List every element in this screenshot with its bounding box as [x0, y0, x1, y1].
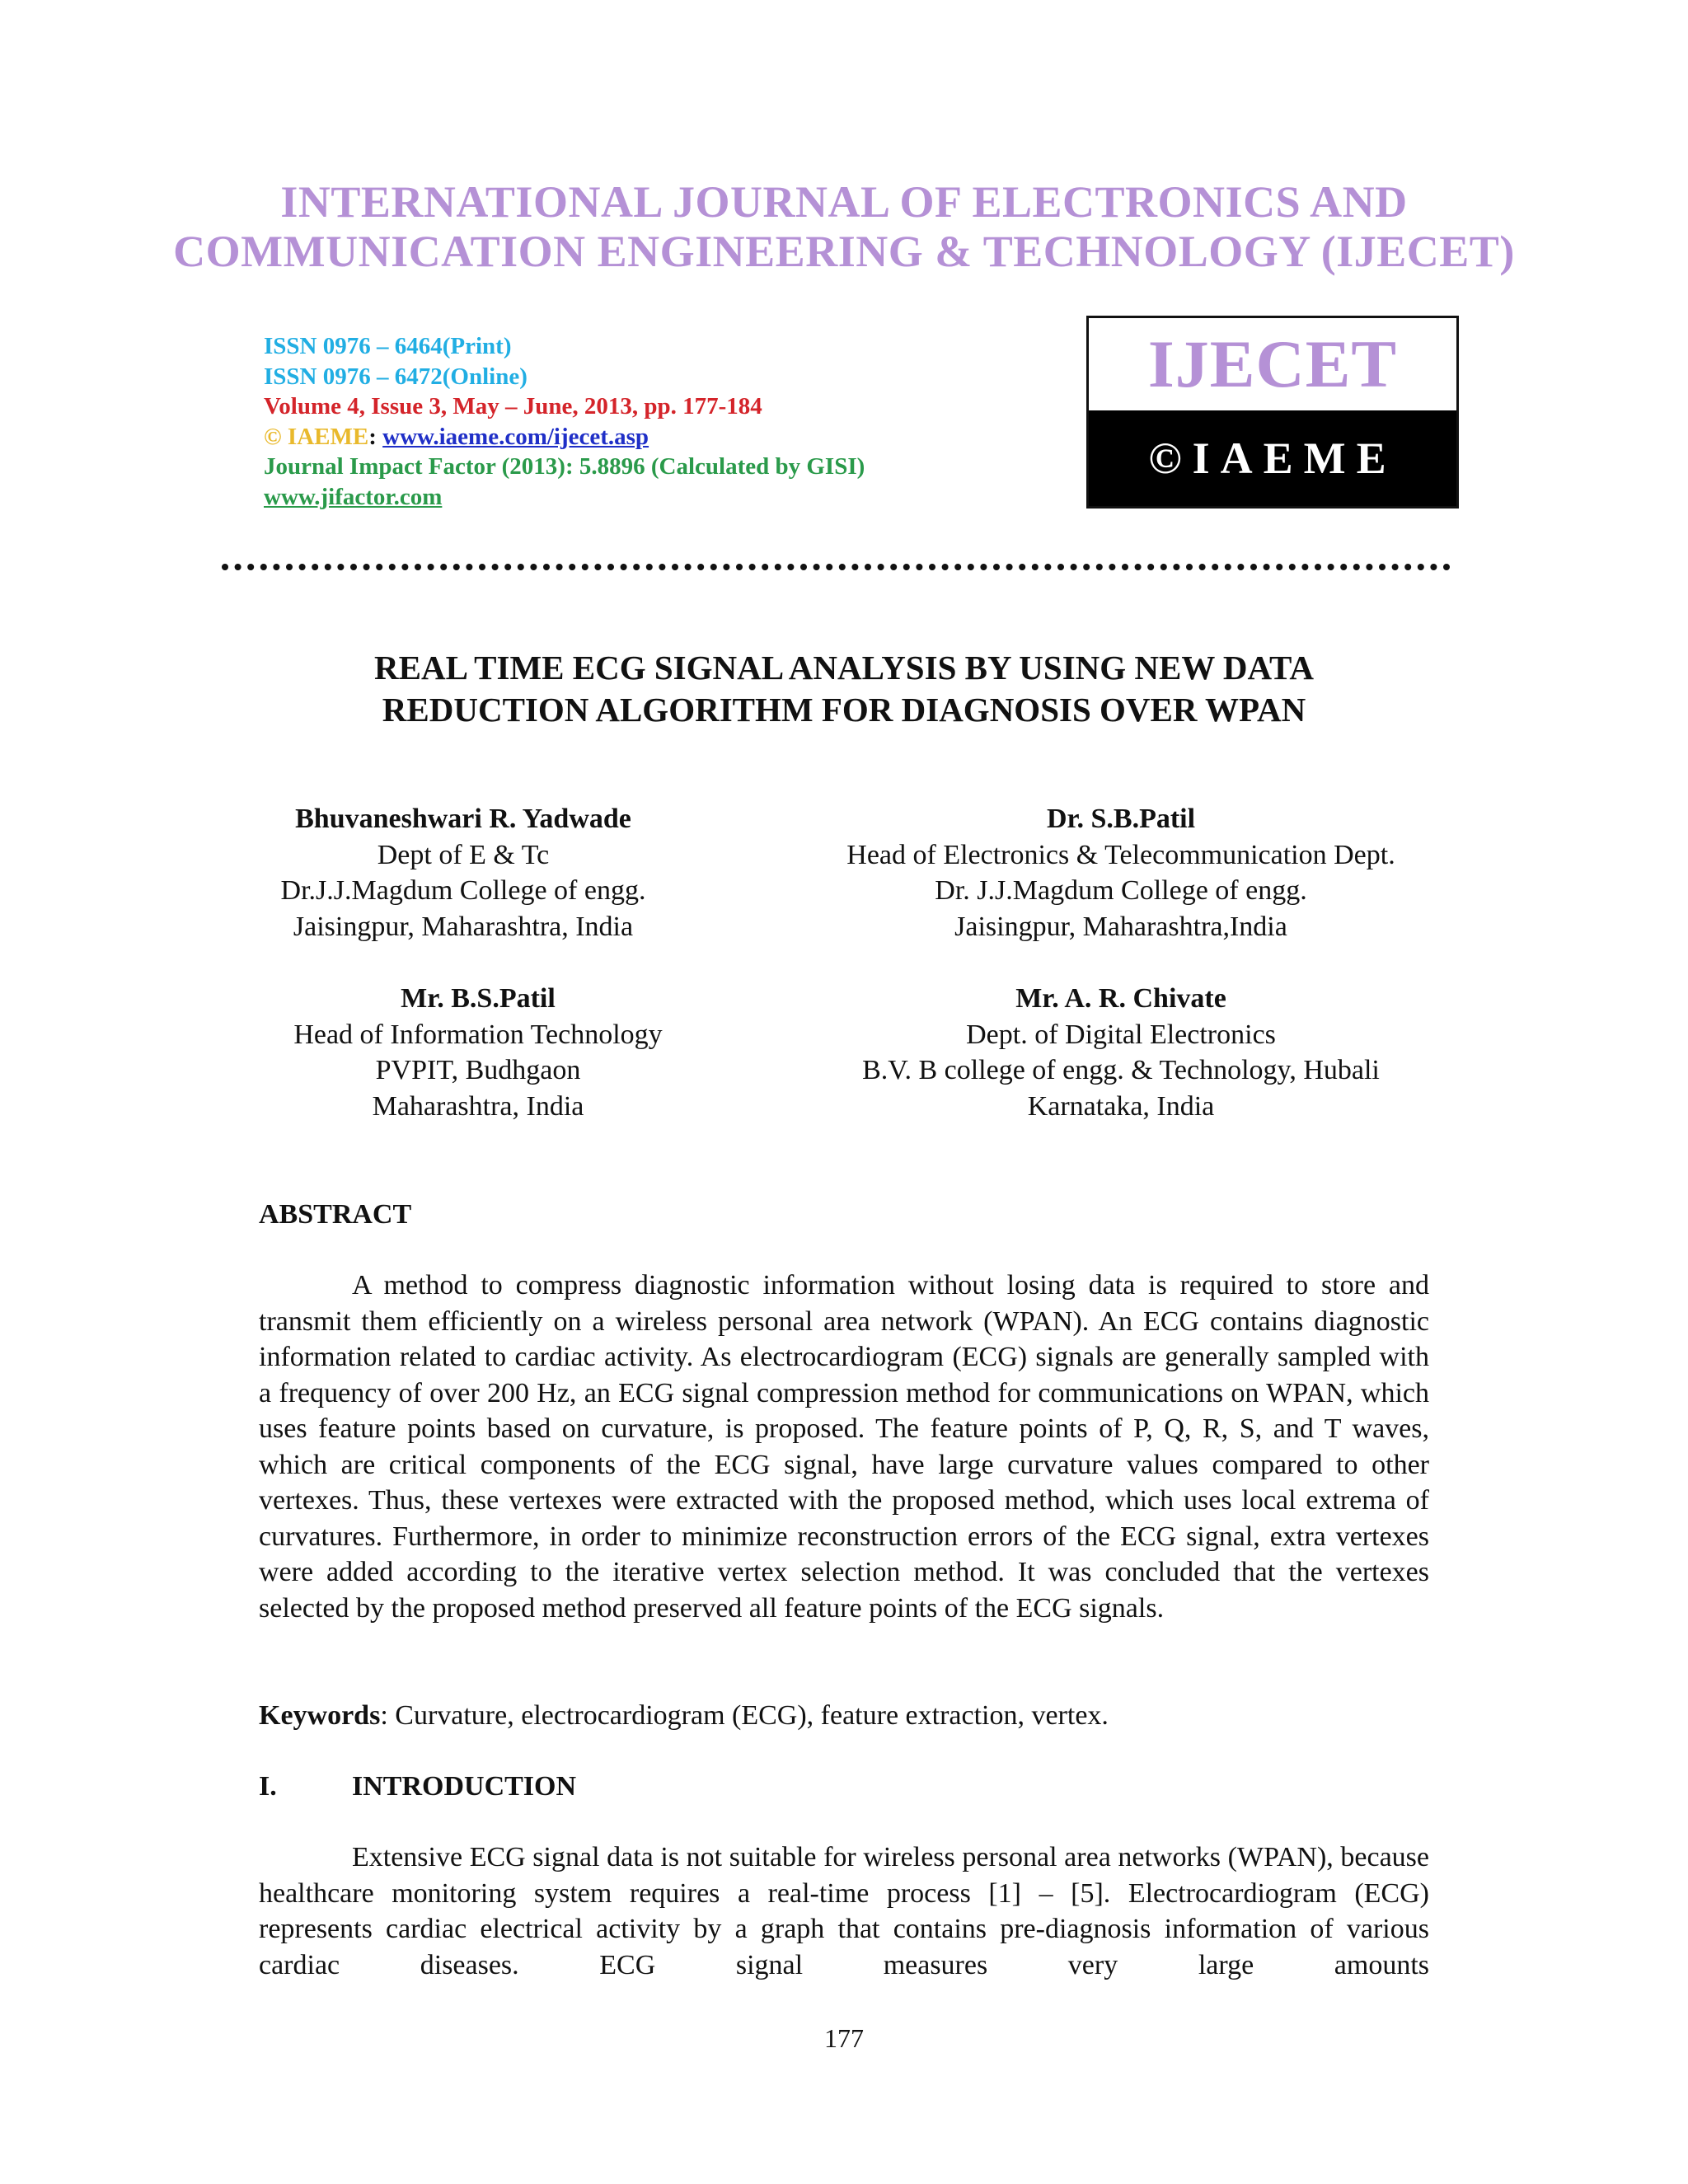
paper-title-line-2: REDUCTION ALGORITHM FOR DIAGNOSIS OVER WPAN: [382, 691, 1306, 729]
journal-url-link[interactable]: www.iaeme.com/ijecet.asp: [382, 423, 649, 450]
iaeme-label: IAEME: [287, 423, 369, 450]
issn-print: ISSN 0976 – 6464(Print): [264, 333, 512, 359]
journal-title: [0, 177, 1688, 276]
author-name: Mr. A. R. Chivate: [1015, 983, 1226, 1014]
impact-factor: Journal Impact Factor (2013): 5.8896 (Calculated by GISI): [264, 453, 865, 480]
abstract-heading: ABSTRACT: [259, 1199, 412, 1230]
author-name: Mr. B.S.Patil: [401, 983, 556, 1014]
author-affiliation-line: Karnataka, India: [1027, 1090, 1215, 1122]
issn-online: ISSN 0976 – 6472(Online): [264, 363, 528, 390]
iaeme-url-line: [264, 422, 865, 452]
author-block-4: [832, 981, 1409, 1124]
paper-title: [0, 647, 1688, 731]
keywords-line: [259, 1698, 1429, 1734]
copyright-symbol: ©: [264, 423, 282, 450]
dotted-divider: [221, 562, 1457, 572]
ijecet-logo: [1086, 316, 1459, 509]
author-name: Bhuvaneshwari R. Yadwade: [295, 804, 631, 834]
logo-bottom-text: ©IAEME: [1089, 410, 1456, 506]
author-affiliation-line: Dept. of Digital Electronics: [966, 1019, 1276, 1050]
keywords-label: Keywords: [259, 1700, 381, 1731]
author-affiliation-line: Maharashtra, India: [372, 1090, 584, 1122]
author-affiliation-line: Head of Electronics & Telecommunication Dept.: [846, 839, 1395, 870]
abstract-text: A method to compress diagnostic information without losing data is required to store and transmit them efficiently on a wireless personal area network (WPAN). An ECG contains diagnostic information related to cardiac activity. As electrocardiogram (ECG) signals are generally sampled with a frequency of over 200 Hz, an ECG signal compression method for communications on WPAN, which uses feature points based on curvature, is proposed. The feature points of P, Q, R, S, and T waves, which are critical components of the ECG signal, have large curvature values compared to other vertexes. Thus, these vertexes were extracted with the proposed method, which uses local extrema of curvatures. Furthermore, in order to minimize reconstruction errors of the ECG signal, extra vertexes were added according to the iterative vertex selection method. It was concluded that the vertexes selected by the proposed method preserved all feature points of the ECG signals.: [259, 1270, 1429, 1624]
jifactor-link[interactable]: www.jifactor.com: [264, 483, 443, 510]
author-affiliation-line: B.V. B college of engg. & Technology, Hubali: [862, 1055, 1380, 1085]
introduction-text: Extensive ECG signal data is not suitable for wireless personal area networks (WPAN), because healthcare monitoring system requires a real-time process [1] – [5]. Electrocardiogram (ECG) represents cardiac electrical activity by a graph that contains pre-diagnosis information of various cardiac diseases. ECG signal measures very large amounts: [259, 1842, 1429, 1980]
introduction-number: I.: [259, 1771, 277, 1802]
author-block-1: [265, 801, 661, 944]
page-number: 177: [824, 2023, 864, 2053]
journal-title-line-2: COMMUNICATION ENGINEERING & TECHNOLOGY (IJECET): [173, 227, 1515, 276]
journal-title-line-1: INTERNATIONAL JOURNAL OF ELECTRONICS AND: [280, 177, 1408, 227]
keywords-text: : Curvature, electrocardiogram (ECG), feature extraction, vertex.: [380, 1700, 1109, 1731]
introduction-heading: INTRODUCTION: [352, 1771, 577, 1802]
author-affiliation-line: Jaisingpur, Maharashtra,India: [954, 911, 1287, 942]
author-affiliation-line: Dr.J.J.Magdum College of engg.: [280, 875, 646, 906]
author-affiliation-line: Dept of E & Tc: [377, 839, 550, 870]
author-affiliation-line: Jaisingpur, Maharashtra, India: [293, 911, 634, 942]
author-block-2: [808, 801, 1434, 944]
paper-title-line-1: REAL TIME ECG SIGNAL ANALYSIS BY USING NEW DATA: [374, 649, 1314, 687]
logo-top-text: IJECET: [1089, 318, 1456, 410]
author-name: Dr. S.B.Patil: [1046, 804, 1196, 834]
author-block-3: [264, 981, 692, 1124]
journal-meta: [264, 331, 865, 512]
colon-separator: :: [368, 423, 383, 450]
author-affiliation-line: Dr. J.J.Magdum College of engg.: [935, 875, 1307, 906]
author-affiliation-line: PVPIT, Budhgaon: [375, 1055, 581, 1085]
volume-info: Volume 4, Issue 3, May – June, 2013, pp. 177-184: [264, 393, 762, 419]
author-affiliation-line: Head of Information Technology: [293, 1019, 663, 1050]
